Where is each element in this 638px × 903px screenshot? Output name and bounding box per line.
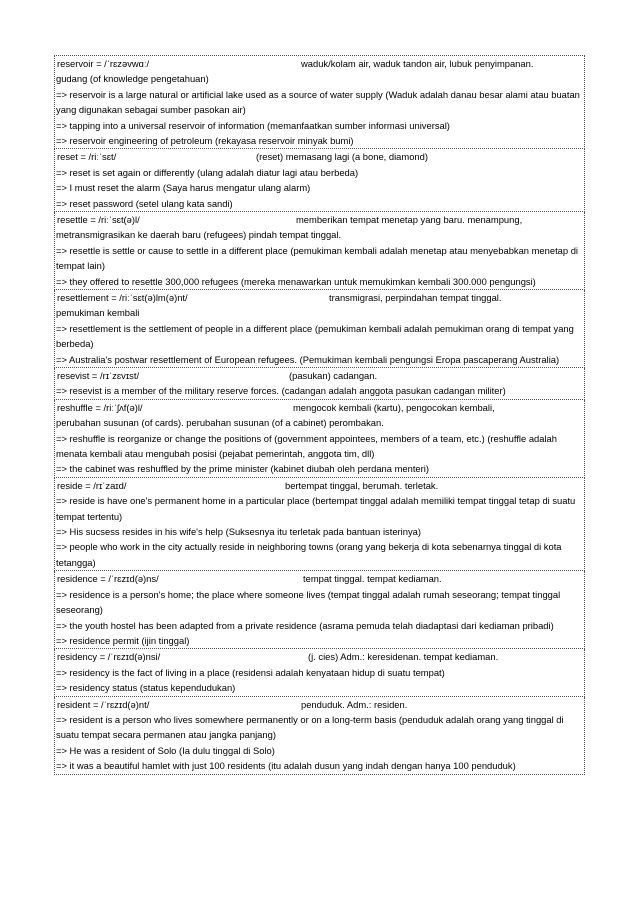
entry-header [56,368,583,383]
entry-line: perubahan susunan (of cards). perubahan susunan (of a cabinet) perombakan. [56,417,384,429]
entry-term: resevist = /rɪˈzɛvɪst/ [57,370,140,382]
entry-line: => resevist is a member of the military reserve forces. (cadangan adalah anggota pasukan cadangan militer) [56,385,506,397]
entry-line: => reservoir is a large natural or artificial lake used as a source of water supply (Waduk adalah danau besar alami atau buatan yang digunakan sebagai sumber pasokan air) [56,88,580,116]
entry-header [56,400,583,415]
entry-header [56,290,583,305]
entry-line: metransmigrasikan ke daerah baru (refugees) pindah tempat tinggal. [56,229,342,241]
entry-header [56,212,583,227]
entry-definition: (j. cies) Adm.: keresidenan. tempat kediaman. [308,651,499,663]
entry-line: => resettlement is the settlement of people in a different place (pemukiman kembali adalah pemukiman orang di tempat yang berbeda) [56,322,574,350]
entry-line: => reservoir engineering of petroleum (rekayasa reservoir minyak bumi) [56,135,354,147]
entry-line: => Australia's postwar resettlement of European refugees. (Pemukiman kembali pengungsi Eropa pascaperang Australia) [56,353,560,365]
entry-header [56,571,583,586]
entry-term: reshuffle = /riːˈʃʌf(ə)l/ [57,401,143,413]
entry-definition: bertempat tinggal, berumah. terletak. [285,479,439,491]
entry-resettlement [54,290,585,368]
entry-definition: mengocok kembali (kartu), pengocokan kembali, [293,401,495,413]
entry-line: => reset password (setel ulang kata sandi) [56,197,233,209]
entry-line: => tapping into a universal reservoir of information (memanfaatkan sumber informasi universal) [56,119,450,131]
entry-line: => reshuffle is reorganize or change the positions of (government appointees, members of a team, etc.) (reshuffle adalah menata kembali atau mengubah posisi (pejabat pemerintah, anggota tim, dll) [56,432,557,460]
entry-resevist [54,368,585,400]
entry-term: reside = /rɪˈzaɪd/ [57,479,127,491]
entry-term: reservoir = /ˈrɛzəvwɑː/ [57,58,150,69]
entry-line: gudang (of knowledge pengetahuan) [56,73,209,85]
entry-reside [54,478,585,571]
entry-line: => people who work in the city actually reside in neighboring towns (orang yang bekerja di kota sebenarnya tinggal di kota tetangga) [56,541,562,568]
entry-resident [54,697,585,775]
entry-reservoir [54,55,585,149]
entry-line: => the cabinet was reshuffled by the prime minister (kabinet diubah oleh perdana menteri) [56,463,429,475]
entry-definition: memberikan tempat menetap yang baru. menampung, [296,214,523,226]
entry-term: reset = /riːˈsɛt/ [57,151,117,163]
entry-term: resettlement = /riːˈsɛt(ə)lm(ə)nt/ [57,292,188,304]
entry-line: => reside is have one's permanent home in a particular place (bertempat tinggal adalah memiliki tempat tinggal tetap di suatu tempat tertentu) [56,495,576,522]
entry-header [56,649,583,664]
entry-definition: transmigrasi, perpindahan tempat tinggal. [329,292,502,304]
entry-definition: waduk/kolam air, waduk tandon air, lubuk penyimpanan. [301,58,534,69]
entry-definition: (reset) memasang lagi (a bone, diamond) [256,151,428,163]
entry-definition: (pasukan) cadangan. [289,370,378,382]
entry-reshuffle [54,400,585,478]
dictionary-document [54,55,585,775]
entry-line: => residence is a person's home; the place where someone lives (tempat tinggal adalah rumah seseorang; tempat tinggal seseorang) [56,588,561,616]
entry-definition: tempat tinggal. tempat kediaman. [303,573,442,585]
entry-line: => I must reset the alarm (Saya harus mengatur ulang alarm) [56,182,311,194]
entry-header [56,478,583,493]
entry-line: => He was a resident of Solo (Ia dulu tinggal di Solo) [56,744,275,756]
entry-term: residency = /ˈrɛzɪd(ə)nsi/ [57,651,161,663]
entry-line: => it was a beautiful hamlet with just 100 residents (itu adalah dusun yang indah dengan hanya 100 penduduk) [56,760,516,772]
entry-header [56,697,583,712]
entry-line: => His sucsess resides in his wife's help (Suksesnya itu terletak pada bantuan isterinya) [56,526,421,538]
entry-line: pemukiman kembali [56,307,140,319]
entry-line: => reset is set again or differently (ulang adalah diatur lagi atau berbeda) [56,166,359,178]
entry-line: => residence permit (ijin tinggal) [56,634,190,646]
entry-line: => residency status (status kependudukan) [56,682,236,694]
entry-residence [54,571,585,649]
entry-line: => residency is the fact of living in a place (residensi adalah kenyataan hidup di suatu tempat) [56,666,445,678]
entry-line: => they offered to resettle 300,000 refugees (mereka menawarkan untuk memukimkan kembali 300.000 pengungsi) [56,275,536,287]
entry-definition: penduduk. Adm.: residen. [301,698,408,710]
entry-line: => resident is a person who lives somewhere permanently or on a long-term basis (penduduk adalah orang yang tinggal di suatu tempat secara permanen atau jangka panjang) [56,713,564,741]
entry-line: => the youth hostel has been adapted from a private residence (asrama pemuda telah diadaptasi dari kediaman pribadi) [56,619,554,631]
entry-line: => resettle is settle or cause to settle in a different place (pemukiman kembali adalah menetap atau menyebabkan menetap di tempat lain) [56,244,579,272]
entry-resettle [54,212,585,290]
entry-term: resident = /ˈrɛzɪd(ə)nt/ [57,698,150,710]
entry-header [56,149,583,164]
entry-residency [54,649,585,696]
entry-term: resettle = /riːˈsɛt(ə)l/ [57,214,140,226]
entry-term: residence = /ˈrɛzɪd(ə)ns/ [57,573,159,585]
entry-header [56,56,583,71]
entry-reset [54,149,585,212]
